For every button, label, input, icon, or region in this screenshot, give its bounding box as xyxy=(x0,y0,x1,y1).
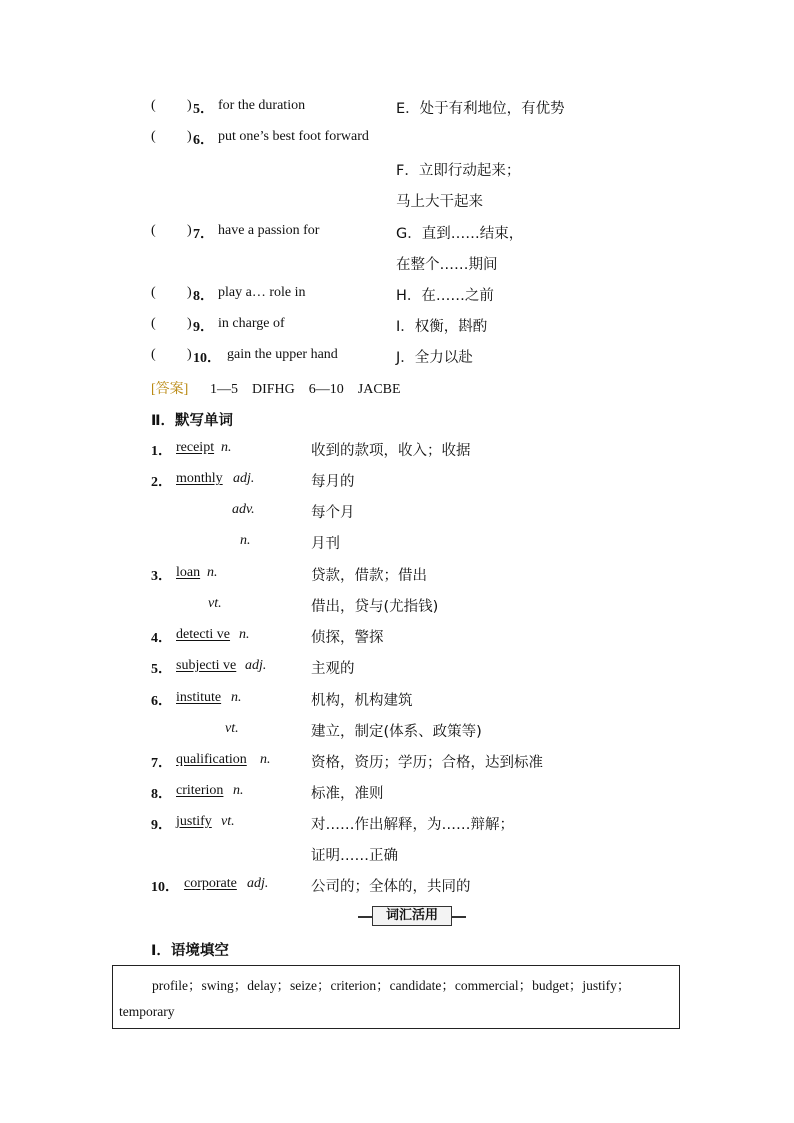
word-answer: criterion xyxy=(176,783,224,798)
part-of-speech: vt. xyxy=(208,596,222,611)
word-meaning: 机构，机构建筑 xyxy=(311,693,413,709)
word-number: 2． xyxy=(151,475,172,490)
word-number: 5． xyxy=(151,662,172,677)
answer-blank-close: ) xyxy=(187,285,192,300)
item-number: 7． xyxy=(193,227,214,242)
answer-blank-close: ) xyxy=(187,223,192,238)
part-of-speech: adj. xyxy=(247,876,269,891)
word-bank-line-1: profile；swing；delay；seize；criterion；candidate；commercial；budget；justify； xyxy=(152,978,631,993)
part-of-speech: adj. xyxy=(245,658,267,673)
word-number: 1． xyxy=(151,444,172,459)
answer-blank-close: ) xyxy=(187,98,192,113)
meaning-continued: 在整个……期间 xyxy=(396,257,498,273)
word-meaning: 每月的 xyxy=(311,474,355,490)
meaning: E．处于有利地位，有优势 xyxy=(396,101,565,117)
banner-label: 词汇活用 xyxy=(372,906,452,926)
meaning: I．权衡，斟酌 xyxy=(396,319,488,335)
answer-blank-open: ( xyxy=(151,316,156,331)
word-bank-line-2: temporary xyxy=(119,1004,175,1019)
word-number: 7． xyxy=(151,756,172,771)
item-number: 5． xyxy=(193,102,214,117)
word-answer: qualification xyxy=(176,752,247,767)
item-number: 9． xyxy=(193,320,214,335)
answer-blank-open: ( xyxy=(151,129,156,144)
part-of-speech: n. xyxy=(207,565,218,580)
meaning-continued: 马上大干起来 xyxy=(396,194,483,210)
word-number: 6． xyxy=(151,694,172,709)
answer-blank-close: ) xyxy=(187,316,192,331)
word-meaning: 收到的款项，收入；收据 xyxy=(311,443,471,459)
answer-blank-open: ( xyxy=(151,223,156,238)
word-number: 8． xyxy=(151,787,172,802)
word-answer: institute xyxy=(176,690,222,705)
word-meaning-continued: 证明……正确 xyxy=(311,848,398,864)
word-answer: justify xyxy=(176,814,212,829)
answer-blank-open: ( xyxy=(151,98,156,113)
item-number: 8． xyxy=(193,289,214,304)
word-meaning: 标准，准则 xyxy=(311,786,384,802)
part-of-speech: n. xyxy=(221,440,232,455)
phrase: gain the upper hand xyxy=(227,347,338,362)
part-of-speech: n. xyxy=(231,690,242,705)
part-of-speech: n. xyxy=(239,627,250,642)
word-meaning: 每个月 xyxy=(311,505,355,521)
banner-rule-right xyxy=(452,916,466,918)
answer-blank-close: ) xyxy=(187,347,192,362)
banner-rule-left xyxy=(358,916,372,918)
word-answer: subjecti ve xyxy=(176,658,237,673)
item-number: 10． xyxy=(193,351,221,366)
section-banner xyxy=(358,906,466,926)
word-meaning: 主观的 xyxy=(311,661,355,677)
answer-blank-open: ( xyxy=(151,285,156,300)
phrase: play a… role in xyxy=(218,285,306,300)
answer-blank-open: ( xyxy=(151,347,156,362)
part-of-speech: n. xyxy=(233,783,244,798)
part-of-speech: vt. xyxy=(221,814,235,829)
phrase: for the duration xyxy=(218,98,306,113)
word-number: 10． xyxy=(151,880,179,895)
meaning: H．在……之前 xyxy=(396,288,494,304)
word-answer: receipt xyxy=(176,440,215,455)
meaning: F．立即行动起来； xyxy=(396,163,521,179)
answer-label: [答案] xyxy=(151,382,189,397)
word-meaning: 对……作出解释，为……辩解； xyxy=(311,817,514,833)
part-of-speech: adj. xyxy=(233,471,255,486)
word-answer: loan xyxy=(176,565,201,580)
word-number: 3． xyxy=(151,569,172,584)
word-answer: detecti ve xyxy=(176,627,231,642)
word-number: 9． xyxy=(151,818,172,833)
word-meaning: 贷款，借款；借出 xyxy=(311,568,427,584)
word-meaning: 借出，贷与(尤指钱) xyxy=(311,599,439,615)
item-number: 6． xyxy=(193,133,214,148)
phrase: have a passion for xyxy=(218,223,320,238)
part-of-speech: n. xyxy=(240,533,251,548)
answer-text: 1—5 DIFHG 6—10 JACBE xyxy=(210,382,401,397)
word-meaning: 公司的；全体的，共同的 xyxy=(311,879,471,895)
word-number: 4． xyxy=(151,631,172,646)
word-answer: monthly xyxy=(176,471,223,486)
word-bank-box xyxy=(112,965,680,1029)
part-of-speech: adv. xyxy=(232,502,255,517)
word-meaning: 月刊 xyxy=(311,536,340,552)
part-of-speech: vt. xyxy=(225,721,239,736)
phrase: put one’s best foot forward xyxy=(218,129,369,144)
part-of-speech: n. xyxy=(260,752,271,767)
word-meaning: 资格，资历；学历；合格，达到标准 xyxy=(311,755,543,771)
section-title: Ⅱ．默写单词 xyxy=(151,413,234,429)
word-meaning: 建立，制定(体系、政策等) xyxy=(311,724,482,740)
answer-blank-close: ) xyxy=(187,129,192,144)
meaning: G．直到……结束， xyxy=(396,226,524,242)
section-title: Ⅰ．语境填空 xyxy=(151,943,229,959)
meaning: J．全力以赴 xyxy=(396,350,473,366)
phrase: in charge of xyxy=(218,316,285,331)
word-answer: corporate xyxy=(184,876,237,891)
word-meaning: 侦探，警探 xyxy=(311,630,384,646)
